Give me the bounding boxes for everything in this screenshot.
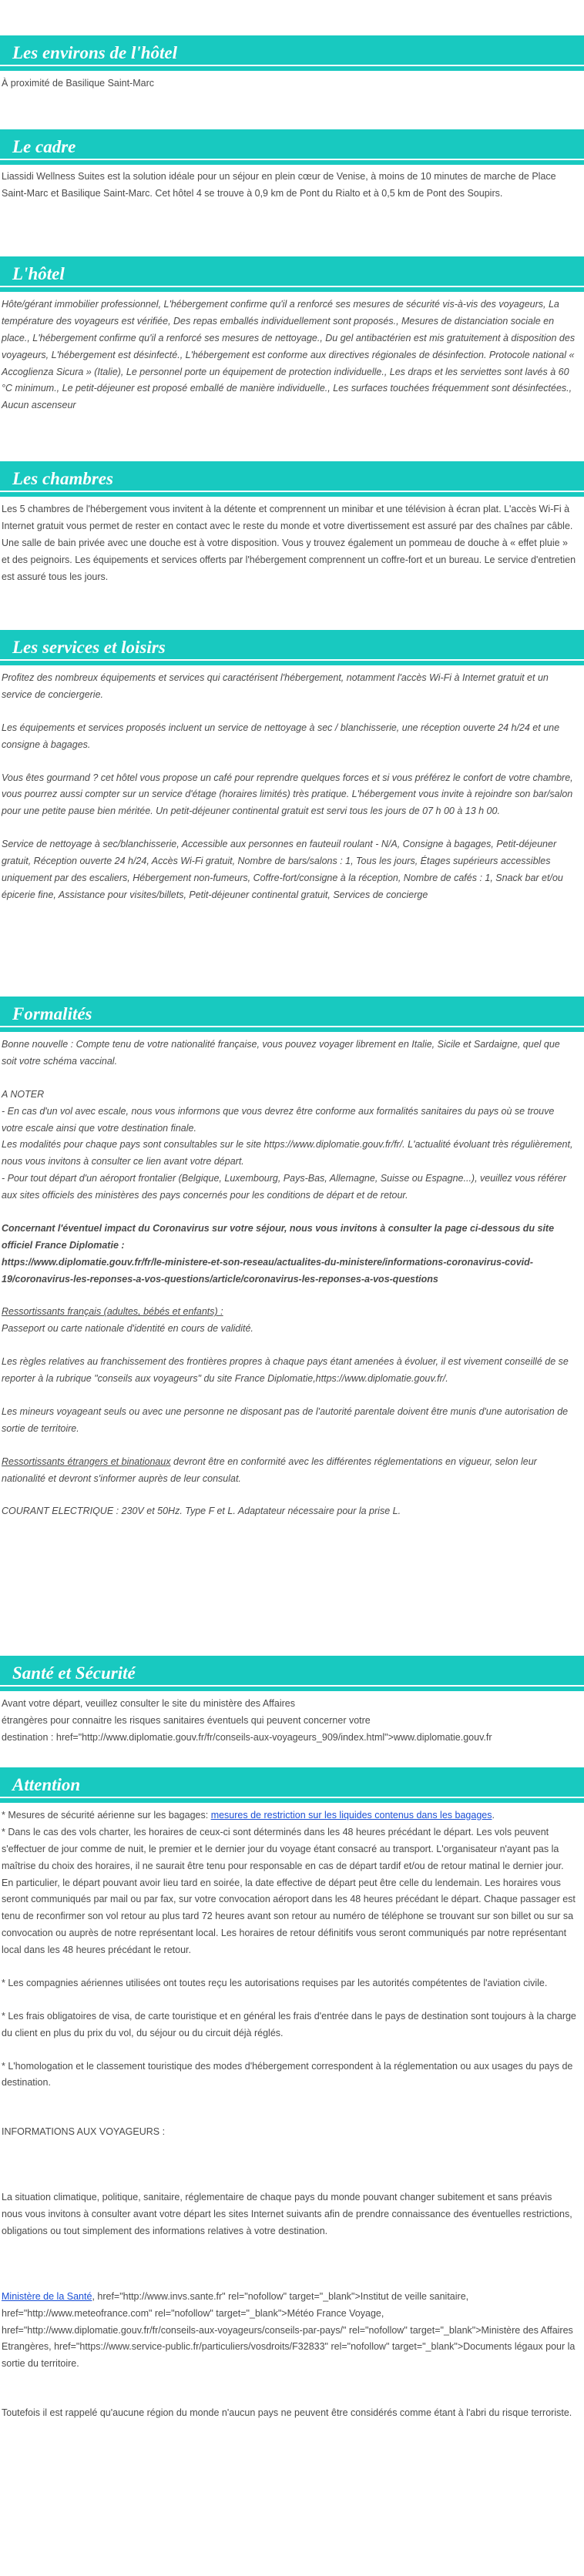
section-title: L'hôtel xyxy=(12,264,65,283)
paragraph-text: , href="http://www.invs.sante.fr" rel="nofollow" target="_blank">Institut de veille sanitaire, href="http://www.meteofrance.com" rel="nofollow" target="_blank">Météo France Voyage, href="http://www.diplomatie.gouv.fr/fr/conseils-aux-voyageurs/conseils-par-pays/" rel="nofollow" target="_blank">Ministère des Affaires Etrangères, href="https://www.service-public.fr/particuliers/vosdroits/F32833" rel="nofollow" target="_blank">Documents légaux pour la sortie du territoire. xyxy=(2,2290,576,2370)
section-chambres xyxy=(0,461,584,585)
section-banner xyxy=(0,35,584,71)
paragraph: Passeport ou carte nationale d'identité en cours de validité. xyxy=(2,1323,253,1335)
section-content xyxy=(0,1803,579,2422)
paragraph: La situation climatique, politique, sanitaire, réglementaire de chaque pays du monde pouvant changer subitement et sans préavis xyxy=(2,2192,552,2203)
paragraph: Profitez des nombreux équipements et services qui caractérisent l'hébergement, notamment l'accès Wi-Fi à Internet gratuit et un service de conciergerie. xyxy=(2,672,549,700)
paragraph-text: devront être en conformité avec les différentes réglementations en vigueur, selon leur nationalité et devront s'informer auprès de leur consulat. xyxy=(2,1455,537,1484)
section-content xyxy=(0,1691,579,1747)
section-title: Le cadre xyxy=(12,137,76,156)
paragraph-text: * Mesures de sécurité aérienne sur les bagages: xyxy=(2,1810,211,1821)
paragraph: * Les frais obligatoires de visa, de carte touristique et en général les frais d'entrée dans le pays de destination sont toujours à la charge du client en plus du prix du vol, du séjour ou du circuit déjà réglés. xyxy=(2,2010,576,2038)
section-attention xyxy=(0,1767,584,2422)
banner-divider xyxy=(0,159,584,160)
subheading: Ressortissants français (adultes, bébés et enfants) : xyxy=(2,1306,223,1318)
paragraph: Vous êtes gourmand ? cet hôtel vous propose un café pour reprendre quelques forces et si vous préférez le confort de votre chambre, vous pourrez aussi compter sur un service d'étage (horaires limités) très pratique. L'hébergement vous invite à rejoindre son bar/salon pour une petite pause bien méritée. Un petit-déjeuner continental gratuit est servi tous les jours de 07 h 00 à 13 h 00. xyxy=(2,772,573,817)
paragraph-text: . xyxy=(492,1810,495,1821)
covid-notice: Concernant l'éventuel impact du Coronavirus sur votre séjour, nous vous invitons à consulter la page ci-dessous du site officiel France Diplomatie : xyxy=(2,1222,555,1251)
paragraph: Les modalités pour chaque pays sont consultables sur le site https://www.diplomatie.gouv.fr/fr/. L'actualité évoluant très régulièrement, nous vous invitons à consulter ce lien avant votre départ. xyxy=(2,1139,573,1167)
section-content xyxy=(0,1032,579,1520)
paragraph: Service de nettoyage à sec/blanchisserie, Accessible aux personnes en fauteuil roulant - N/A, Consigne à bagages, Petit-déjeuner gratuit, Réception ouverte 24 h/24, Accès Wi-Fi gratuit, Nombre de bars/salons : 1, Tous les jours, Étages supérieurs accessibles uniquement par des escaliers, Hébergement non-fumeurs, Coffre-fort/consigne à la réception, Nombre de cafés : 1, Snack bar et/ou épicerie fine, Assistance pour visites/billets, Petit-déjeuner continental gratuit, Services de concierge xyxy=(2,839,563,900)
paragraph: Avant votre départ, veuillez consulter le site du ministère des Affaires xyxy=(2,1698,295,1709)
section-sante xyxy=(0,1656,584,1747)
liquids-restriction-link[interactable]: mesures de restriction sur les liquides contenus dans les bagages xyxy=(210,1810,492,1821)
subheading: Ressortissants étrangers et binationaux xyxy=(2,1455,171,1467)
paragraph: * Dans le cas des vols charter, les horaires de ceux-ci sont déterminés dans les 48 heures précédant le départ. Les vols peuvent s'effectuer de jour comme de nuit, le premier et le dernier jour du voyage étant consacré au transport. L'organisateur n'ayant pas la maîtrise du choix des horaires, il ne saurait être tenu pour responsable en cas de départ tardif et/ou de retour matinal le dernier jour. En particulier, le départ pouvant avoir lieu tard en soirée, la date effective de départ peut être celle du lendemain. Les horaires vous seront communiqués par mail ou par fax, sur votre convocation aéroport dans les 48 heures précédant le départ. Chaque passager est tenu de reconfirmer son vol retour au plus tard 72 heures avant son retour au numéro de téléphone se trouvant sur son billet ou sur sa convocation ou auprès de notre représentant local. Les horaires de retour définitifs vous seront communiqués par notre représentant local dans les 48 heures précédant le retour. xyxy=(2,1826,576,1955)
section-banner xyxy=(0,256,584,292)
banner-divider xyxy=(0,1026,584,1027)
paragraph: - En cas d'un vol avec escale, nous vous informons que vous devrez être conforme aux formalités sanitaires du pays où se trouve votre escale ainsi que votre destination finale. xyxy=(2,1105,555,1134)
section-title: Les services et loisirs xyxy=(12,638,166,657)
section-services xyxy=(0,630,584,904)
paragraph: * L'homologation et le classement touristique des modes d'hébergement correspondent à la réglementation ou aux usages du pays de destination. xyxy=(2,2060,573,2089)
banner-divider xyxy=(0,659,584,661)
section-title: Les environs de l'hôtel xyxy=(12,43,178,62)
section-content xyxy=(0,71,579,92)
section-content xyxy=(0,665,579,904)
section-title: Formalités xyxy=(12,1004,92,1023)
paragraph xyxy=(2,1807,576,1824)
paragraph: COURANT ELECTRIQUE : 230V et 50Hz. Type F et L. Adaptateur nécessaire pour la prise L. xyxy=(2,1506,401,1517)
paragraph xyxy=(2,1454,576,1488)
section-content xyxy=(0,497,579,585)
section-banner xyxy=(0,1656,584,1691)
section-formalites xyxy=(0,997,584,1520)
paragraph: Les 5 chambres de l'hébergement vous invitent à la détente et comprennent un minibar et une télévision à écran plat. L'accès Wi-Fi à Internet gratuit vous permet de rester en contact avec le reste du monde et votre divertissement est assuré par des chaînes par câble. Une salle de bain privée avec une douche est à votre disposition. Vous y trouvez également un pommeau de douche à « effet pluie » et des peignoirs. Les équipements et services offerts par l'hébergement comprennent un coffre-fort et un bureau. Le service d'entretien est assuré tous les jours. xyxy=(2,504,576,582)
section-hotel xyxy=(0,256,584,414)
section-title: Santé et Sécurité xyxy=(12,1663,136,1683)
paragraph: Liassidi Wellness Suites est la solution idéale pour un séjour en plein cœur de Venise, à moins de 10 minutes de marche de Place Saint-Marc et Basilique Saint-Marc. Cet hôtel 4 se trouve à 0,9 km de Pont du Rialto et à 0,5 km de Pont des Soupirs. xyxy=(2,171,556,199)
covid-url: https://www.diplomatie.gouv.fr/fr/le-ministere-et-son-reseau/actualites-du-ministere/informations-coronavirus-covid-19/coronavirus-les-reponses-a-vos-questions/article/coronavirus-les-reponses-a-vos-questions xyxy=(2,1256,533,1285)
section-banner xyxy=(0,461,584,497)
section-content xyxy=(0,292,579,414)
section-banner xyxy=(0,997,584,1032)
paragraph: destination : href="http://www.diplomatie.gouv.fr/fr/conseils-aux-voyageurs_909/index.html">www.diplomatie.gouv.fr xyxy=(2,1731,492,1743)
paragraph: nous vous invitons à consulter avant votre départ les sites Internet suivants afin de prendre connaissance des éventuelles restrictions, obligations ou tout simplement des informations relatives à votre destination. xyxy=(2,2209,572,2236)
paragraph: Les règles relatives au franchissement des frontières propres à chaque pays étant amenées à évoluer, il est vivement conseillé de se reporter à la rubrique "conseils aux voyageurs" du site France Diplomatie,https://www.diplomatie.gouv.fr/. xyxy=(2,1356,569,1384)
paragraph: Les équipements et services proposés incluent un service de nettoyage à sec / blanchisserie, une réception ouverte 24 h/24 et une consigne à bagages. xyxy=(2,722,560,750)
section-content xyxy=(0,165,579,203)
section-environs xyxy=(0,35,584,92)
ministere-sante-link[interactable]: Ministère de la Santé xyxy=(2,2290,92,2302)
info-heading: INFORMATIONS AUX VOYAGEURS : xyxy=(2,2126,166,2138)
paragraph: Les mineurs voyageant seuls ou avec une personne ne disposant pas de l'autorité parentale doivent être munis d'une autorisation de sortie de territoire. xyxy=(2,1405,569,1434)
banner-divider xyxy=(0,1685,584,1687)
banner-divider xyxy=(0,286,584,287)
paragraph: À proximité de Basilique Saint-Marc xyxy=(2,78,154,89)
paragraph: - Pour tout départ d'un aéroport frontalier (Belgique, Luxembourg, Pays-Bas, Allemagne, Suisse ou Espagne...), veuillez vous référer aux sites officiels des ministères des pays concernés pour les conditions de départ et de retour. xyxy=(2,1173,566,1201)
banner-divider xyxy=(0,65,584,66)
section-banner xyxy=(0,1767,584,1803)
note-heading: A NOTER xyxy=(2,1088,45,1100)
banner-divider xyxy=(0,1797,584,1798)
banner-divider xyxy=(0,491,584,492)
section-title: Les chambres xyxy=(12,469,113,488)
section-title: Attention xyxy=(12,1775,81,1794)
paragraph: Hôte/gérant immobilier professionnel, L'hébergement confirme qu'il a renforcé ses mesures de sécurité vis-à-vis des voyageurs, La température des voyageurs est vérifiée, Des repas emballés individuellement sont proposés., Mesures de distanciation sociale en place., L'hébergement confirme qu'il a renforcé ses mesures de nettoyage., Du gel antibactérien est mis gratuitement à disposition des voyageurs, L'hébergement est désinfecté., L'hébergement est conforme aux directives régionales de désinfection. Protocole national « Accoglienza Sicura » (Italie), Le personnel porte un équipement de protection individuelle., Les draps et les serviettes sont lavés à 60 °C minimum., Le petit-déjeuner est proposé emballé de manière individuelle., Les surfaces touchées fréquemment sont désinfectées., Aucun ascenseur xyxy=(2,299,576,411)
section-banner xyxy=(0,129,584,165)
paragraph: étrangères pour connaitre les risques sanitaires éventuels qui peuvent concerner votre xyxy=(2,1714,371,1726)
paragraph xyxy=(2,2289,576,2373)
paragraph: Toutefois il est rappelé qu'aucune région du monde n'aucun pays ne peuvent être considérés comme étant à l'abri du risque terroriste. xyxy=(2,2407,572,2419)
paragraph: * Les compagnies aériennes utilisées ont toutes reçu les autorisations requises par les autorités compétentes de l'aviation civile. xyxy=(2,1977,548,1988)
section-banner xyxy=(0,630,584,665)
paragraph: Bonne nouvelle : Compte tenu de votre nationalité française, vous pouvez voyager librement en Italie, Sicile et Sardaigne, quel que soit votre schéma vaccinal. xyxy=(2,1039,560,1067)
section-cadre xyxy=(0,129,584,203)
